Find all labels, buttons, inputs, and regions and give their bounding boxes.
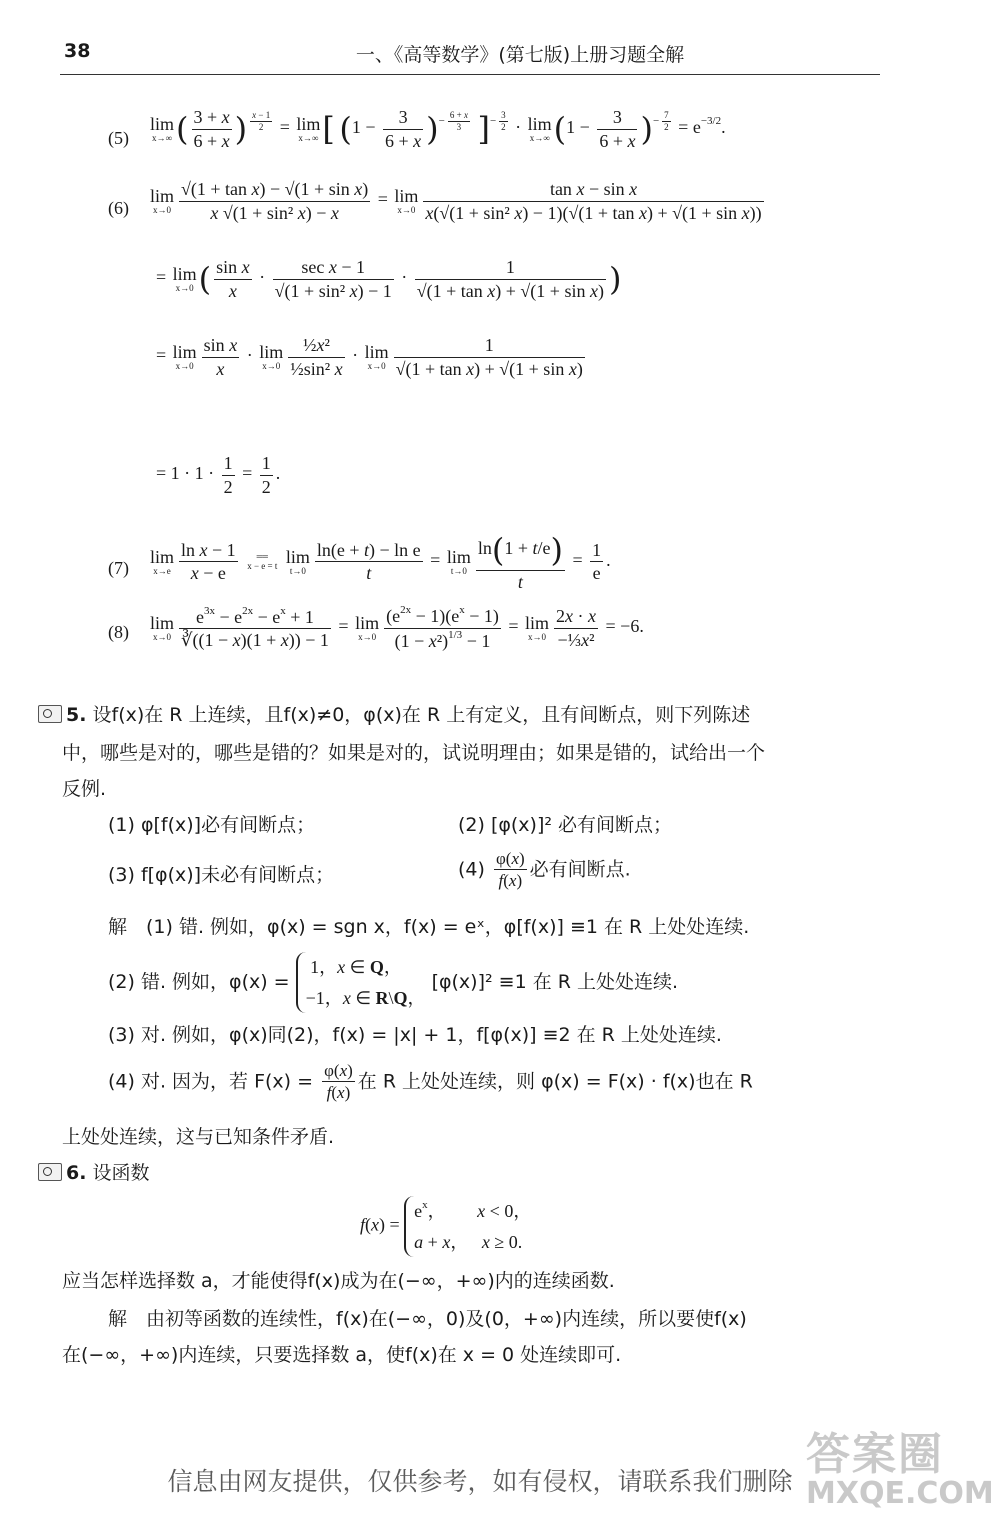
solution-5-part-3: (3) 对. 例如，φ(x)同(2)，f(x) = |x| + 1，f[φ(x)] ≡2 在 R 上处处连续. xyxy=(108,1024,722,1046)
math-item-7: lim x→e $\frac{\text{ln x − 1}}{x - e}$ ══ x − e = t lim t→0 $\frac{\text{ln(e + t) − ln e}}{t}$ = lim t→0 $\frac{\ln(1 + t/e)}{t}$ = $\frac{1}{e}$ . xyxy=(150,531,611,592)
problem-5-option-2: (2) [φ(x)]² 必有间断点； xyxy=(458,814,673,836)
problem-5-line1: 设f(x)在 R 上连续，且f(x)≠0，φ(x)在 R 上有定义，且有间断点，则下列陈述 xyxy=(92,704,751,726)
math-item-5-label: (5) xyxy=(108,128,129,148)
math-item-6-line1: lim x→0 $\frac{\text{√(1 + tan x) − √(1 + sin x)}}{\text{x √(1 + sin² x) − x}}$ = lim x→0 $\frac{\text{tan x − sin x}}{\text{x(√(1 + sin² x) − 1)(√(1 + tan x) + √(1 + sin x))}}$ xyxy=(150,179,762,223)
solution-5-part-4-a: (4) 对. 因为，若 F(x) = xyxy=(108,1070,314,1093)
solution-5-part-2-a: (2) 错. 例如，φ(x) = xyxy=(108,971,290,994)
problem-number: 6. xyxy=(66,1162,87,1184)
solution-5-part-1: 解 (1) 错. 例如，φ(x) = sgn x，f(x) = eˣ，φ[f(x)] ≡1 在 R 上处处连续. xyxy=(108,916,750,938)
watermark-notice: 信息由网友提供，仅供参考，如有侵权，请联系我们删除 xyxy=(167,1467,793,1496)
watermark-logo-url: MXQE.COM xyxy=(806,1476,994,1511)
problem-5-option-4-label: (4) xyxy=(458,858,485,881)
math-item-6-label: (6) xyxy=(108,198,129,218)
math-item-6-line2: = lim x→0 ( $\frac{\text{sin x}}{x}$ · $\frac{\text{sec x − 1}}{\text{√(1 + sin² x) − 1}}$ · $\frac{1}{\text{√(1 + tan x) + √(1 + sin x)}}$ ) xyxy=(156,257,622,301)
problem-5-option-4-text: 必有间断点. xyxy=(529,858,631,881)
math-item-5: lim x→∞ ( $\frac{3 + x}{6 + x}$ ) $^{\frac{x - 1}{2}}$ = lim x→∞ [ (1 − $\frac{3}{6 + x}$ )$^{- \frac{6 + x}{3}}$ ]$^{- \frac{3}{2}}$ · lim x→∞ (1 − $\frac{3}{6 + x}$ )$^{- \frac{7}{2}}$ = $e^{-3/2}$. xyxy=(150,107,726,151)
math-item-8: lim x→0 $\frac{e^{3x} - e^{2x} - e^x + 1}{∛((1 - x)(1 + x)) - 1}$ = lim x→0 $\frac{(e^{2x} - 1)(e^x - 1)}{(1 - x^2)^{1/3} - 1}$ = lim x→0 $\frac{2x \cdot x}{\text{−⅓x²}}$ = −6. xyxy=(150,604,644,651)
math-item-6-line3: = lim x→0 $\frac{\text{sin x}}{x}$ · lim x→0 $\frac{\text{½x²}}{\text{½sin² x}}$ · lim x→0 $\frac{1}{\text{√(1 + tan x) + √(1 + sin x)}}$ xyxy=(156,335,583,379)
problem-5-option-3: (3) f[φ(x)]未必有间断点； xyxy=(108,864,335,886)
problem-number: 5. xyxy=(66,704,87,726)
solution-5-part-4-b: 在 R 上处处连续，则 φ(x) = F(x) · f(x)也在 R xyxy=(357,1070,753,1093)
piecewise-function: f(x) = $e^x$， x < 0， a + x， x ≥ 0. xyxy=(360,1196,531,1257)
math-item-6-line4: = 1 · 1 · $\frac{1}{2}$ = $\frac{1}{2}$ . xyxy=(156,453,281,497)
solution-6-line2: 在(−∞，+∞)内连续，只要选择数 a，使f(x)在 x = 0 处连续即可. xyxy=(62,1344,622,1366)
solution-5-part-4-c: 上处处连续，这与已知条件矛盾. xyxy=(62,1126,335,1148)
problem-5-option-1: (1) φ[f(x)]必有间断点； xyxy=(108,814,316,836)
problem-5-line2: 中，哪些是对的，哪些是错的？如果是对的，试说明理由；如果是错的，试给出一个 xyxy=(62,742,766,764)
math-item-8-label: (8) xyxy=(108,622,129,642)
page-number: 38 xyxy=(64,40,91,62)
problem-5-line3: 反例. xyxy=(62,778,107,800)
watermark-logo-title: 答案圈 xyxy=(806,1429,944,1480)
math-item-7-label: (7) xyxy=(108,558,129,578)
solution-6-line1: 解 由初等函数的连续性，f(x)在(−∞，0)及(0，+∞)内连续，所以要使f(x) xyxy=(108,1308,747,1330)
running-head: 一、《高等数学》(第七版)上册习题全解 xyxy=(355,44,685,66)
header-rule xyxy=(60,74,880,75)
solution-5-part-2-b: [φ(x)]² ≡1 在 R 上处处连续. xyxy=(431,971,679,994)
problem-6-intro: 设函数 xyxy=(92,1162,150,1184)
problem-6-question: 应当怎样选择数 a，才能使得f(x)成为在(−∞，+∞)内的连续函数. xyxy=(62,1270,615,1292)
question-icon xyxy=(38,1163,62,1181)
question-icon xyxy=(38,705,62,723)
